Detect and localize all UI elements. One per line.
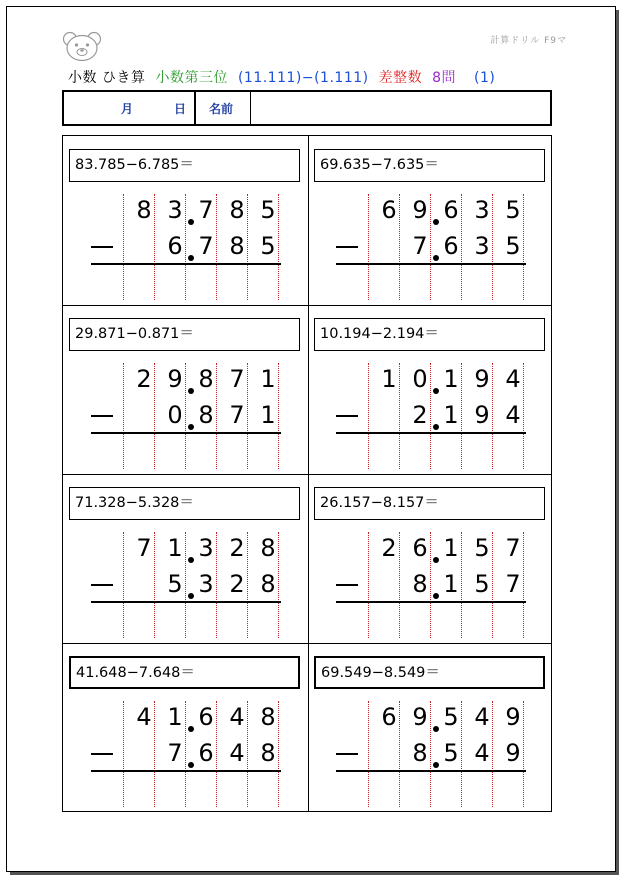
minuend-digit: 1 — [167, 703, 183, 731]
decimal-point — [188, 593, 194, 599]
page-shadow-right — [616, 10, 619, 875]
problem-cell — [308, 474, 553, 643]
column-guide-line — [123, 701, 124, 807]
minuend-digit: 1 — [167, 534, 183, 562]
subtrahend-digit: 6 — [198, 739, 214, 767]
decimal-point — [188, 219, 194, 225]
subtrahend-digit: 9 — [474, 401, 490, 429]
answer-line — [91, 601, 281, 603]
problem-question: 26.157−8.157＝ — [314, 487, 545, 520]
minuend-digit: 5 — [260, 196, 276, 224]
minus-sign — [91, 246, 113, 248]
minus-sign — [336, 415, 358, 417]
title-sheet-number: (1) — [474, 70, 496, 86]
problem-question: 69.635−7.635＝ — [314, 149, 545, 182]
answer-line — [91, 770, 281, 772]
problem-cell — [63, 643, 308, 812]
minuend-digit: 2 — [381, 534, 397, 562]
name-label: 名前 — [209, 102, 234, 116]
minuend-digit: 2 — [136, 365, 152, 393]
subtrahend-digit: 4 — [474, 739, 490, 767]
subtrahend-digit: 7 — [412, 232, 428, 260]
minuend-digit: 1 — [443, 534, 459, 562]
subtrahend-digit: 9 — [505, 739, 521, 767]
column-guide-line — [123, 194, 124, 300]
column-guide-line — [123, 532, 124, 638]
subtrahend-digit: 3 — [198, 570, 214, 598]
problem-question: 29.871−0.871＝ — [69, 318, 300, 351]
minuend-digit: 7 — [136, 534, 152, 562]
name-date-row — [62, 90, 552, 126]
decimal-point — [188, 388, 194, 394]
minuend-digit: 3 — [198, 534, 214, 562]
subtrahend-digit: 2 — [229, 570, 245, 598]
minuend-digit: 9 — [412, 196, 428, 224]
subtrahend-digit: 3 — [474, 232, 490, 260]
minus-sign — [336, 753, 358, 755]
title-subject: 小数 ひき算 — [68, 70, 146, 86]
problem-question: 10.194−2.194＝ — [314, 318, 545, 351]
minuend-digit: 6 — [412, 534, 428, 562]
minus-sign — [91, 753, 113, 755]
decimal-point — [188, 557, 194, 563]
title-result-type: 差整数 — [378, 70, 423, 86]
subtrahend-digit: 8 — [229, 232, 245, 260]
minus-sign — [336, 584, 358, 586]
decimal-point — [433, 255, 439, 261]
subtrahend-digit: 8 — [412, 570, 428, 598]
problem-cell — [63, 474, 308, 643]
minuend-digit: 7 — [505, 534, 521, 562]
subtrahend-digit: 8 — [260, 570, 276, 598]
subtrahend-digit: 7 — [198, 232, 214, 260]
subtrahend-digit: 1 — [443, 401, 459, 429]
answer-line — [336, 770, 526, 772]
decimal-point — [188, 726, 194, 732]
subtrahend-digit: 6 — [167, 232, 183, 260]
minuend-digit: 7 — [229, 365, 245, 393]
minuend-digit: 9 — [412, 703, 428, 731]
minuend-digit: 9 — [505, 703, 521, 731]
minuend-digit: 6 — [198, 703, 214, 731]
date-name-divider — [194, 92, 196, 124]
problem-cell — [308, 643, 553, 812]
minuend-digit: 1 — [381, 365, 397, 393]
page-shadow-bottom — [10, 872, 619, 875]
minuend-digit: 8 — [136, 196, 152, 224]
problem-cell — [63, 305, 308, 474]
minuend-digit: 6 — [381, 196, 397, 224]
column-guide-line — [368, 532, 369, 638]
bear-logo-icon — [62, 30, 102, 62]
minuend-digit: 8 — [260, 534, 276, 562]
minus-sign — [91, 584, 113, 586]
subtrahend-digit: 5 — [167, 570, 183, 598]
answer-line — [91, 263, 281, 265]
minuend-digit: 5 — [474, 534, 490, 562]
problem-question: 83.785−6.785＝ — [69, 149, 300, 182]
minuend-digit: 3 — [474, 196, 490, 224]
subtrahend-digit: 7 — [229, 401, 245, 429]
problem-cell — [63, 136, 308, 305]
subtrahend-digit: 5 — [474, 570, 490, 598]
answer-line — [336, 601, 526, 603]
subtrahend-digit: 1 — [443, 570, 459, 598]
minus-sign — [336, 246, 358, 248]
decimal-point — [188, 255, 194, 261]
minuend-digit: 0 — [412, 365, 428, 393]
decimal-point — [188, 762, 194, 768]
minuend-digit: 8 — [229, 196, 245, 224]
minuend-digit: 8 — [260, 703, 276, 731]
title-level: 小数第三位 — [155, 70, 228, 86]
decimal-point — [433, 424, 439, 430]
answer-line — [336, 263, 526, 265]
month-label: 月 — [121, 102, 134, 116]
minuend-digit: 2 — [229, 534, 245, 562]
column-guide-line — [368, 194, 369, 300]
subtrahend-digit: 5 — [443, 739, 459, 767]
minuend-digit: 9 — [167, 365, 183, 393]
problem-grid — [62, 135, 552, 812]
column-guide-line — [368, 701, 369, 807]
subtrahend-digit: 2 — [412, 401, 428, 429]
minuend-digit: 4 — [229, 703, 245, 731]
name-field-divider — [250, 92, 251, 124]
minuend-digit: 6 — [443, 196, 459, 224]
subtrahend-digit: 5 — [260, 232, 276, 260]
subtrahend-digit: 7 — [167, 739, 183, 767]
subtrahend-digit: 4 — [505, 401, 521, 429]
subtrahend-digit: 1 — [260, 401, 276, 429]
drill-label: 計算ドリル F9マ — [490, 36, 567, 46]
answer-line — [91, 432, 281, 434]
minuend-digit: 1 — [260, 365, 276, 393]
title-count: 8問 — [432, 70, 457, 86]
problem-question: 71.328−5.328＝ — [69, 487, 300, 520]
minuend-digit: 4 — [136, 703, 152, 731]
minuend-digit: 7 — [198, 196, 214, 224]
subtrahend-digit: 8 — [412, 739, 428, 767]
problem-question: 69.549−8.549＝ — [314, 656, 545, 689]
minuend-digit: 4 — [505, 365, 521, 393]
minuend-digit: 6 — [381, 703, 397, 731]
column-guide-line — [368, 363, 369, 469]
decimal-point — [433, 388, 439, 394]
decimal-point — [433, 557, 439, 563]
problem-cell — [308, 305, 553, 474]
problem-question: 41.648−7.648＝ — [69, 656, 300, 689]
decimal-point — [188, 424, 194, 430]
minuend-digit: 5 — [505, 196, 521, 224]
minuend-digit: 8 — [198, 365, 214, 393]
column-guide-line — [123, 363, 124, 469]
answer-line — [336, 432, 526, 434]
subtrahend-digit: 7 — [505, 570, 521, 598]
minuend-digit: 1 — [443, 365, 459, 393]
subtrahend-digit: 6 — [443, 232, 459, 260]
subtrahend-digit: 5 — [505, 232, 521, 260]
minuend-digit: 4 — [474, 703, 490, 731]
minus-sign — [91, 415, 113, 417]
subtrahend-digit: 4 — [229, 739, 245, 767]
decimal-point — [433, 219, 439, 225]
subtrahend-digit: 8 — [260, 739, 276, 767]
minuend-digit: 9 — [474, 365, 490, 393]
decimal-point — [433, 762, 439, 768]
day-label: 日 — [174, 102, 187, 116]
minuend-digit: 5 — [443, 703, 459, 731]
worksheet-title — [68, 67, 505, 87]
subtrahend-digit: 0 — [167, 401, 183, 429]
decimal-point — [433, 726, 439, 732]
subtrahend-digit: 8 — [198, 401, 214, 429]
title-pattern: (11.111)−(1.111) — [237, 70, 369, 86]
problem-cell — [308, 136, 553, 305]
decimal-point — [433, 593, 439, 599]
minuend-digit: 3 — [167, 196, 183, 224]
